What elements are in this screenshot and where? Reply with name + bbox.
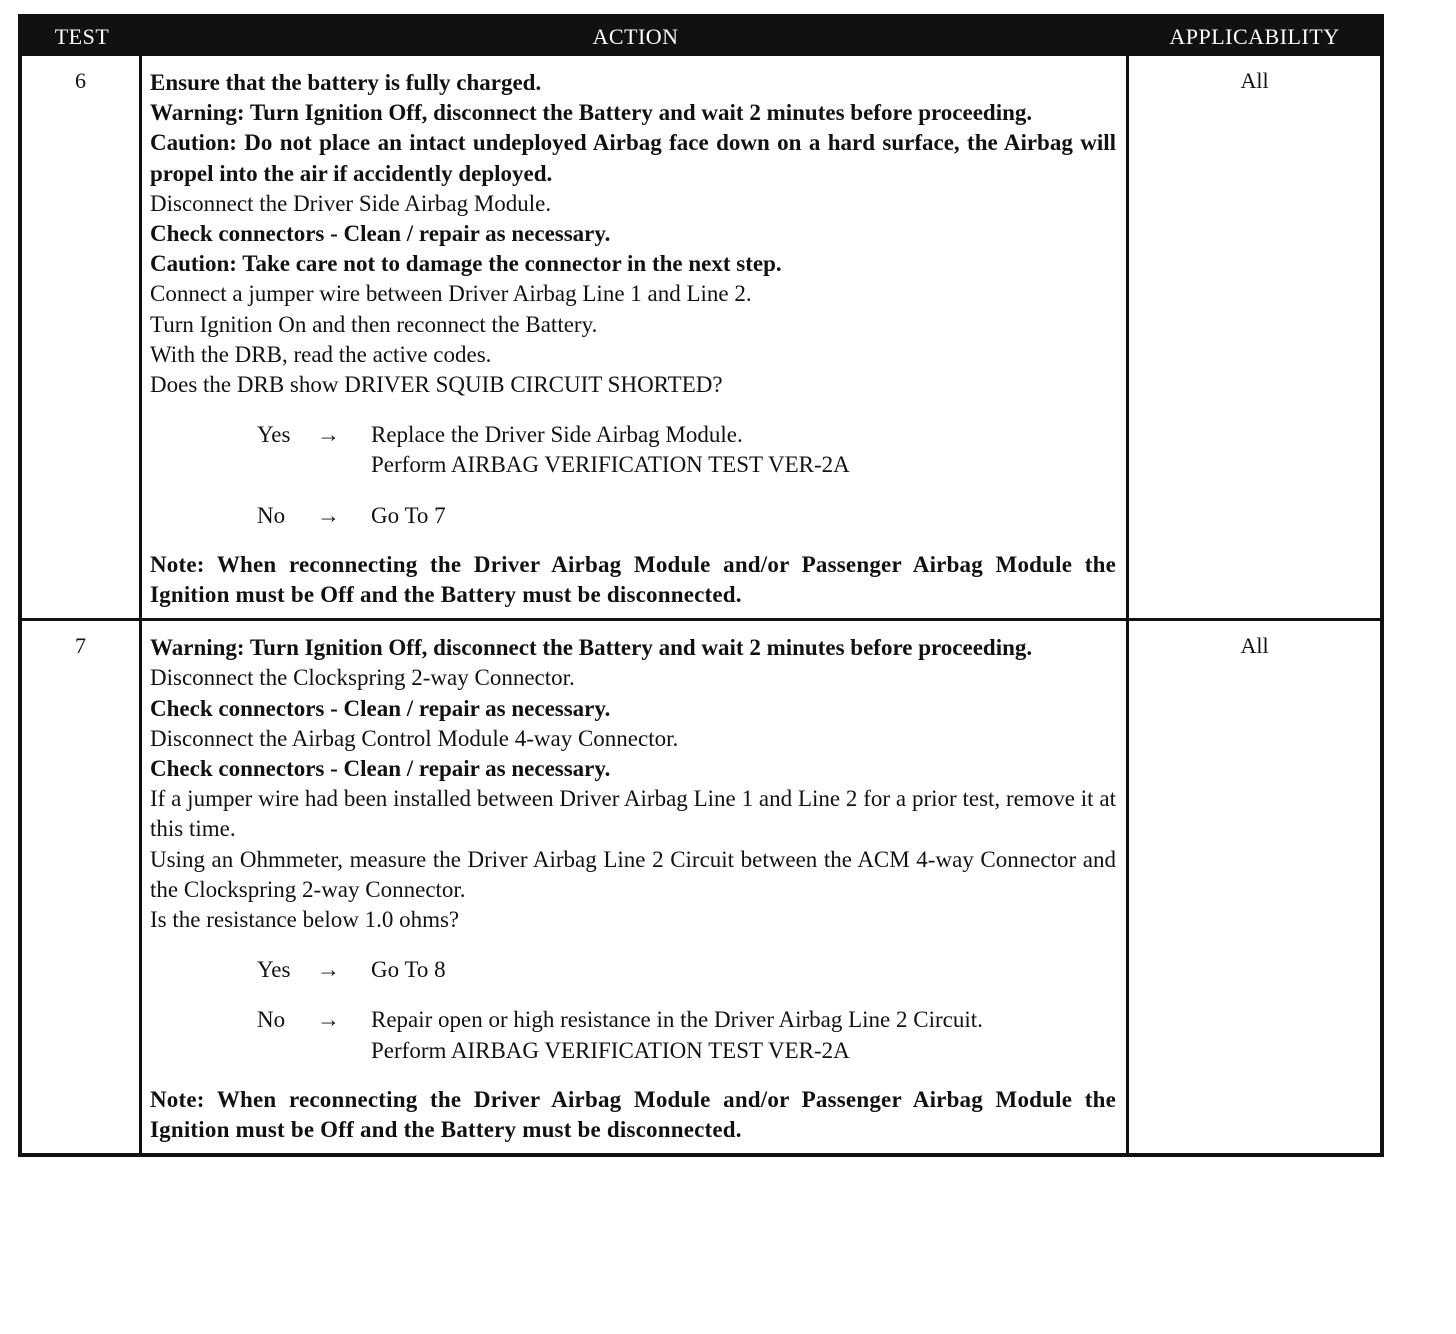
- header-test: TEST: [54, 24, 110, 49]
- arrow-right-icon: →: [317, 1007, 340, 1033]
- action-instruction-bold: Check connectors - Clean / repair as necessary.: [150, 756, 611, 782]
- response-yes: [257, 420, 1116, 480]
- applicability-value: All: [1240, 633, 1269, 659]
- response-result: [371, 420, 1116, 480]
- arrow-right-icon: →: [317, 502, 340, 528]
- response-result: [371, 1005, 1116, 1065]
- response-result-line: Go To 7: [371, 502, 446, 528]
- table-row: [22, 56, 1380, 618]
- table-body: [22, 56, 1380, 1153]
- response-result-line: Replace the Driver Side Airbag Module.: [371, 422, 743, 448]
- response-answer: No: [257, 502, 286, 528]
- arrow-right-icon: →: [317, 422, 340, 448]
- table-row: [22, 618, 1380, 1153]
- response-answer: Yes: [257, 422, 291, 448]
- response-result: [371, 501, 1116, 531]
- action-instruction-bold: Caution: Take care not to damage the connector in the next step.: [150, 251, 782, 277]
- action-instruction: If a jumper wire had been installed between Driver Airbag Line 1 and Line 2 for a prior test, remove it at this time.: [150, 786, 1116, 842]
- response-result-line: Perform AIRBAG VERIFICATION TEST VER-2A: [371, 452, 850, 478]
- action-cell: [142, 621, 1129, 1153]
- header-action: ACTION: [592, 24, 679, 49]
- action-instruction: Does the DRB show DRIVER SQUIB CIRCUIT SHORTED?: [150, 372, 723, 398]
- response-no: [257, 1005, 1116, 1065]
- action-note: Note: When reconnecting the Driver Airbag Module and/or Passenger Airbag Module the Ignition must be Off and the Battery must be disconnected.: [150, 1086, 1116, 1143]
- action-instruction: Is the resistance below 1.0 ohms?: [150, 907, 460, 933]
- response-answer: No: [257, 1007, 286, 1033]
- action-instruction: Connect a jumper wire between Driver Airbag Line 1 and Line 2.: [150, 281, 752, 307]
- action-instruction-bold: Check connectors - Clean / repair as necessary.: [150, 695, 611, 721]
- action-instruction: Disconnect the Clockspring 2-way Connector.: [150, 665, 575, 691]
- action-instruction: Disconnect the Driver Side Airbag Module.: [150, 190, 552, 216]
- action-cell: [142, 56, 1129, 618]
- arrow-right-icon: →: [317, 957, 340, 983]
- action-instruction-bold: Ensure that the battery is fully charged.: [150, 70, 542, 95]
- action-instruction-bold: Warning: Turn Ignition Off, disconnect the Battery and wait 2 minutes before proceeding.: [150, 100, 1033, 126]
- action-instruction: Turn Ignition On and then reconnect the Battery.: [150, 311, 598, 337]
- diagnostic-test-table: [18, 14, 1384, 1157]
- action-instruction-bold: Warning: Turn Ignition Off, disconnect the Battery and wait 2 minutes before proceeding.: [150, 635, 1033, 661]
- response-no: [257, 501, 1116, 531]
- test-number: 7: [22, 621, 142, 1153]
- applicability-value: All: [1240, 68, 1269, 93]
- action-note: Note: When reconnecting the Driver Airbag Module and/or Passenger Airbag Module the Ignition must be Off and the Battery must be disconnected.: [150, 551, 1116, 608]
- response-yes: [257, 955, 1116, 985]
- action-instruction: Using an Ohmmeter, measure the Driver Airbag Line 2 Circuit between the ACM 4-way Connector and the Clockspring 2-way Connector.: [150, 846, 1116, 902]
- header-applicability: APPLICABILITY: [1169, 24, 1340, 49]
- test-number: 6: [22, 56, 142, 618]
- action-instruction: Disconnect the Airbag Control Module 4-way Connector.: [150, 725, 679, 751]
- response-result-line: Go To 8: [371, 957, 446, 983]
- table-header-row: [22, 18, 1380, 56]
- action-instruction-bold: Caution: Do not place an intact undeployed Airbag face down on a hard surface, the Airbag will propel into the air if accidently deployed.: [150, 130, 1116, 186]
- action-instruction: With the DRB, read the active codes.: [150, 341, 492, 367]
- response-answer: Yes: [257, 957, 291, 983]
- response-result: [371, 955, 1116, 985]
- response-result-line: Perform AIRBAG VERIFICATION TEST VER-2A: [371, 1037, 850, 1063]
- response-result-line: Repair open or high resistance in the Driver Airbag Line 2 Circuit.: [371, 1007, 983, 1033]
- action-instruction-bold: Check connectors - Clean / repair as necessary.: [150, 221, 611, 247]
